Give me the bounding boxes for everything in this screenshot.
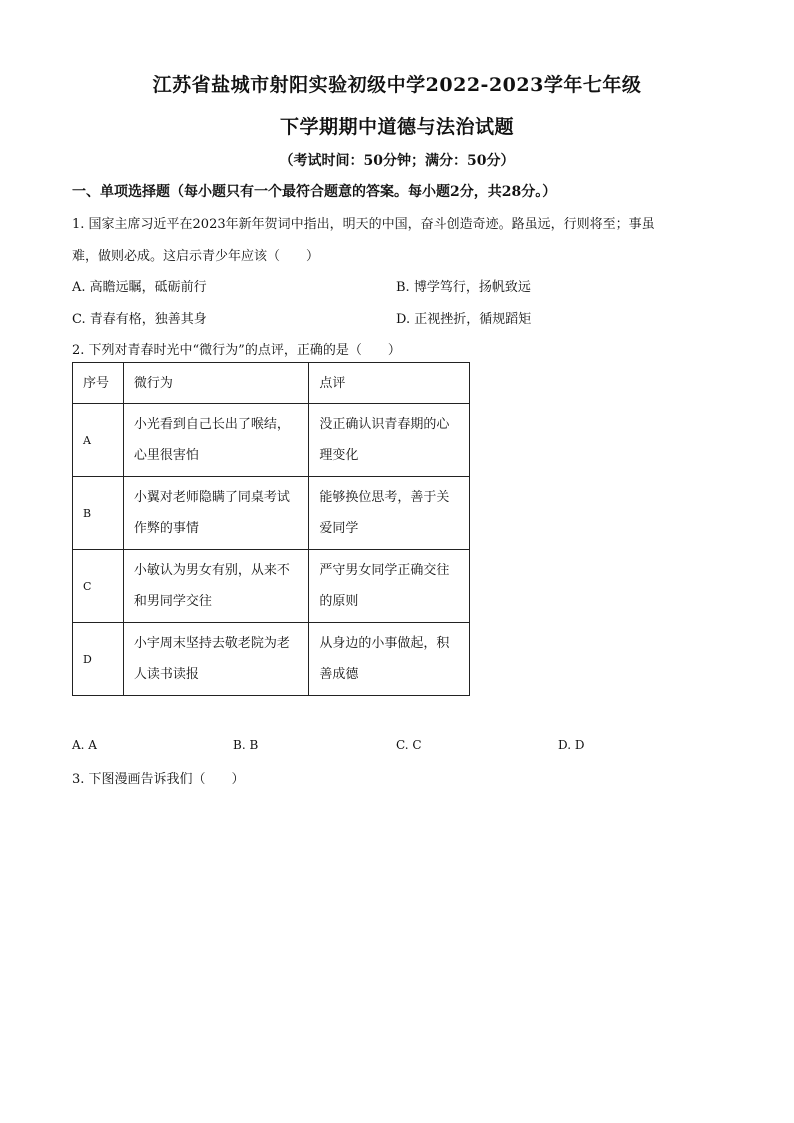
- row-behavior-line2: 人读书读报: [133, 667, 199, 682]
- row-comment: [309, 623, 470, 696]
- row-behavior-line2: 和男同学交往: [133, 594, 212, 609]
- q1-option-b: B. 博学笃行，扬帆致远: [396, 280, 531, 295]
- table-row: [73, 477, 470, 550]
- row-comment-line2: 的原则: [319, 594, 359, 609]
- row-comment-line1: 能够换位思考，善于关: [319, 490, 450, 505]
- q2-option-d: D. D: [558, 738, 585, 752]
- row-behavior-line1: 小光看到自己长出了喉结，: [133, 417, 290, 432]
- row-comment: [309, 404, 470, 477]
- row-comment-line1: 从身边的小事做起，积: [319, 636, 450, 651]
- row-comment-line2: 爱同学: [319, 521, 359, 536]
- q2-option-b: B. B: [233, 738, 259, 752]
- exam-info: （考试时间：50分钟；满分：50分）: [279, 153, 515, 169]
- row-comment-line2: 理变化: [319, 448, 359, 463]
- row-comment-line2: 善成德: [319, 667, 359, 682]
- row-comment: [309, 477, 470, 550]
- row-comment-line1: 没正确认识青春期的心: [319, 417, 450, 432]
- exam-title-line1: 江苏省盐城市射阳实验初级中学2022-2023学年七年级: [152, 74, 642, 96]
- row-behavior-line1: 小翼对老师隐瞒了同桌考试: [133, 490, 290, 505]
- row-behavior: [123, 550, 308, 623]
- header-index: 序号: [73, 363, 124, 404]
- row-id: C: [73, 550, 124, 623]
- q1-stem-line1: 1. 国家主席习近平在2023年新年贺词中指出，明天的中国，奋斗创造奇迹。路虽远，行则将至；事虽: [72, 217, 655, 232]
- q1-stem-line2: 难，做则必成。这启示青少年应该（ ）: [72, 249, 320, 264]
- row-behavior: [123, 623, 308, 696]
- q2-option-c: C. C: [396, 738, 422, 752]
- q2-table: [72, 362, 470, 696]
- table-header-row: [73, 363, 470, 404]
- table-row: [73, 623, 470, 696]
- exam-title-line2: 下学期期中道德与法治试题: [279, 116, 514, 138]
- row-behavior-line1: 小宇周末坚持去敬老院为老: [133, 636, 290, 651]
- row-id: A: [73, 404, 124, 477]
- row-behavior: [123, 404, 308, 477]
- header-behavior: 微行为: [123, 363, 308, 404]
- q1-option-c: C. 青春有格，独善其身: [72, 312, 207, 327]
- table-row: [73, 550, 470, 623]
- row-behavior-line1: 小敏认为男女有别，从来不: [133, 563, 290, 578]
- row-behavior-line2: 心里很害怕: [133, 448, 199, 463]
- row-id: B: [73, 477, 124, 550]
- section-heading: 一、单项选择题（每小题只有一个最符合题意的答案。每小题2分，共28分。）: [72, 184, 557, 200]
- row-id: D: [73, 623, 124, 696]
- row-behavior-line2: 作弊的事情: [133, 521, 199, 536]
- q1-option-d: D. 正视挫折，循规蹈矩: [396, 312, 532, 327]
- row-comment-line1: 严守男女同学正确交往: [319, 563, 450, 578]
- row-comment: [309, 550, 470, 623]
- q3-stem: 3. 下图漫画告诉我们（ ）: [72, 772, 245, 787]
- q1-option-a: A. 高瞻远瞩，砥砺前行: [72, 280, 207, 295]
- header-comment: 点评: [309, 363, 470, 404]
- q2-stem: 2. 下列对青春时光中“微行为”的点评，正确的是（ ）: [72, 343, 401, 358]
- table-row: [73, 404, 470, 477]
- q2-option-a: A. A: [72, 738, 97, 752]
- row-behavior: [123, 477, 308, 550]
